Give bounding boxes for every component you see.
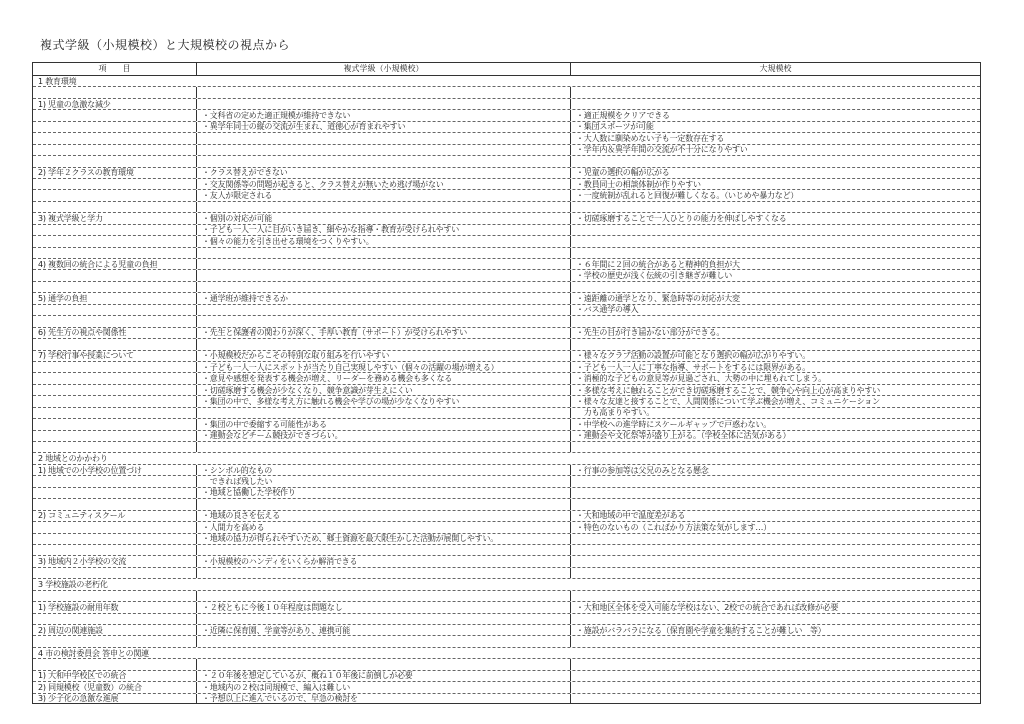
table-row — [33, 248, 980, 259]
small-school-cell: ・クラス替えができない — [197, 168, 571, 178]
table-row — [33, 282, 980, 293]
table-row — [33, 625, 980, 636]
small-school-cell — [197, 591, 571, 601]
item-cell — [33, 614, 197, 624]
small-school-cell — [197, 568, 571, 578]
large-school-cell: ・特色のないもの（こればかり方法策な気がします…） — [576, 522, 771, 532]
table-row — [33, 568, 980, 579]
item-cell: 2) コミュニティスクール — [33, 511, 197, 521]
large-school-cell — [571, 87, 980, 97]
small-school-cell: ・集団の中で、多様な考え方に触れる機会や学びの場が少なくなりやすい — [197, 396, 571, 406]
small-school-cell: ・地域と協働した学校作り — [197, 488, 571, 498]
item-cell — [33, 442, 197, 452]
item-cell — [33, 270, 197, 280]
small-school-cell — [197, 282, 571, 292]
table-row — [33, 522, 980, 533]
item-cell — [33, 396, 197, 406]
small-school-cell — [197, 339, 571, 349]
small-school-cell: ・通学班が維持できるか — [197, 293, 571, 303]
table-row — [33, 99, 980, 110]
table-row — [33, 168, 980, 179]
table-row — [33, 636, 980, 647]
table-row — [33, 328, 980, 339]
item-cell — [33, 591, 197, 601]
table-row — [33, 534, 980, 545]
large-school-cell — [571, 236, 980, 246]
section-heading: 4 市の検討委員会 答申との関連 — [38, 648, 149, 658]
item-cell — [33, 522, 197, 532]
large-school-cell: ・遠距離の通学となり、緊急時等の対応が大変 — [576, 294, 740, 304]
section-row — [33, 579, 980, 590]
small-school-cell — [197, 87, 571, 97]
large-school-cell: ・児童の選択の幅が広がる — [576, 168, 670, 178]
small-school-cell: ・シンボル的なもの — [197, 465, 571, 475]
large-school-cell — [571, 534, 980, 544]
large-school-cell: ・教員同士の相談体制が作りやすい — [576, 179, 701, 189]
large-school-cell: ・６年間に２回の統合があると精神的負担が大 — [576, 259, 740, 269]
item-cell: 2) 周辺の関連施設 — [33, 625, 197, 635]
large-school-cell: ・多様な考えに触れることができ切磋琢磨することで、競争心や向上心が高まりやすい — [576, 385, 881, 395]
small-school-cell: ・異学年同士の縦の交流が生まれ、道徳心が育まれやすい — [197, 122, 571, 132]
item-cell: 7) 学校行事や授業について — [33, 351, 197, 361]
large-school-cell: ・消極的な子どもの意見等が見過ごされ、大勢の中に埋もれてしまう。 — [576, 374, 827, 384]
small-school-cell — [197, 442, 571, 452]
item-cell — [33, 145, 197, 155]
large-school-cell — [571, 659, 980, 669]
large-school-cell: ・様々なクラブ活動の設置が可能となり選択の幅が広がりやすい。 — [576, 351, 810, 361]
item-cell — [33, 202, 197, 212]
large-school-cell — [571, 156, 980, 166]
large-school-cell: ・学年内＆異学年間の交流が不十分になりやすい — [576, 145, 748, 155]
table-row — [33, 270, 980, 281]
item-cell: 1) 児童の急激な減少 — [33, 99, 197, 109]
header-item: 項 目 — [33, 63, 197, 75]
large-school-cell: ・運動会や文化祭等が盛り上がる。（学校全体に活気がある） — [576, 431, 791, 441]
item-cell — [33, 385, 197, 395]
small-school-cell: ・予想以上に進んでいるので、早急の検討を — [197, 694, 571, 704]
small-school-cell: ・運動会などチーム競技ができづらい。 — [197, 431, 571, 441]
small-school-cell: ・人間力を高める — [197, 522, 571, 532]
large-school-cell — [571, 99, 980, 109]
table-row — [33, 591, 980, 602]
table-row — [33, 488, 980, 499]
item-cell — [33, 190, 197, 200]
small-school-cell — [197, 614, 571, 624]
large-school-cell — [571, 614, 980, 624]
large-school-cell: ・子ども一人一人に丁寧な指導、サポートをするには限界がある。 — [576, 362, 810, 372]
large-school-cell — [571, 442, 980, 452]
item-cell: 4) 複数回の統合による児童の負担 — [33, 259, 197, 269]
small-school-cell: ・小規模校のハンディをいくらか解消できる — [197, 556, 571, 566]
large-school-cell — [571, 202, 980, 212]
table-row — [33, 133, 980, 144]
large-school-cell: ・先生の目が行き届かない部分ができる。 — [576, 328, 725, 338]
small-school-cell — [197, 659, 571, 669]
large-school-cell — [571, 682, 980, 692]
small-school-cell: ・子ども一人一人にスポットが当たり自己実現しやすい（個々の活躍の場が増える） — [197, 362, 571, 372]
section-row — [33, 648, 980, 659]
header-large-school: 大規模校 — [759, 64, 792, 73]
item-cell — [33, 659, 197, 669]
item-cell — [33, 282, 197, 292]
small-school-cell: ・先生と保護者の関わりが深く、手厚い教育（サポート）が受けられやすい — [197, 328, 571, 338]
table-row — [33, 602, 980, 613]
table-row — [33, 545, 980, 556]
large-school-cell — [571, 499, 980, 509]
small-school-cell: できれば残したい — [197, 476, 571, 486]
item-cell — [33, 122, 197, 132]
item-cell — [33, 568, 197, 578]
item-cell — [33, 488, 197, 498]
item-cell — [33, 110, 197, 120]
item-cell — [33, 133, 197, 143]
small-school-cell: ・個別の対応が可能 — [197, 213, 571, 223]
large-school-cell — [571, 316, 980, 326]
section-row — [33, 453, 980, 464]
small-school-cell: ・地域の協力が得られやすいため、郷土資源を最大限生かした活動が展開しやすい。 — [197, 534, 571, 544]
large-school-cell — [571, 282, 980, 292]
item-cell: 5) 通学の負担 — [33, 293, 197, 303]
item-cell — [33, 419, 197, 429]
item-cell — [33, 305, 197, 315]
table-row — [33, 614, 980, 625]
table-row — [33, 431, 980, 442]
item-cell: 1) 大和中学校区での統合 — [33, 671, 197, 681]
large-school-cell — [571, 488, 980, 498]
table-header — [33, 63, 980, 76]
small-school-cell — [197, 156, 571, 166]
small-school-cell — [197, 145, 571, 155]
table-row — [33, 465, 980, 476]
table-row — [33, 476, 980, 487]
item-cell: 2) 同規模校（児童数）の統合 — [33, 682, 197, 692]
header-small-school: 複式学級（小規模校） — [197, 63, 571, 75]
small-school-cell: ・個々の能力を引き出せる環境をつくりやすい。 — [197, 236, 571, 246]
item-cell — [33, 408, 197, 418]
small-school-cell — [197, 305, 571, 315]
small-school-cell — [197, 499, 571, 509]
small-school-cell: ・小規模校だからこその特別な取り組みを行いやすい — [197, 351, 571, 361]
small-school-cell: ・集団の中で委縮する可能性がある — [197, 419, 571, 429]
item-cell — [33, 636, 197, 646]
item-cell: 3) 少子化の急激な進展 — [33, 694, 197, 704]
small-school-cell — [197, 545, 571, 555]
large-school-cell: ・中学校への進学時にスケールギャップで戸惑わない。 — [576, 419, 772, 429]
table-row — [33, 316, 980, 327]
table-row — [33, 659, 980, 670]
large-school-cell: 力も高まりやすい。 — [576, 408, 654, 418]
item-cell — [33, 339, 197, 349]
small-school-cell — [197, 270, 571, 280]
small-school-cell: ・切磋琢磨する機会が少なくなり、競争意識が芽生えにくい — [197, 385, 571, 395]
table-row — [33, 351, 980, 362]
large-school-cell: ・バス通学の導入 — [576, 305, 639, 315]
item-cell: 3) 地域内２小学校の交流 — [33, 556, 197, 566]
table-row — [33, 122, 980, 133]
table-row — [33, 682, 980, 693]
small-school-cell — [197, 99, 571, 109]
table-row — [33, 362, 980, 373]
table-row — [33, 202, 980, 213]
large-school-cell — [571, 545, 980, 555]
large-school-cell: ・様々な友達と接することで、人間関係について学ぶ機会が増え、コミュニケーション — [576, 396, 880, 406]
small-school-cell — [197, 133, 571, 143]
section-heading: 2 地域とのかかわり — [38, 454, 108, 464]
document-title: 複式学級（小規模校）と大規模校の視点から — [40, 38, 291, 52]
large-school-cell: ・集団スポーツが可能 — [576, 122, 654, 132]
small-school-cell — [197, 259, 571, 269]
large-school-cell: ・行事の参加等は父兄のみとなる懸念 — [576, 465, 709, 475]
small-school-cell: ・２校ともに今後１０年程度は問題なし — [197, 602, 571, 612]
section-heading: 1 教育環境 — [38, 76, 77, 86]
large-school-cell: ・施設がバラバラになる（保育園や学童を集約することが難しい 等） — [576, 625, 826, 635]
large-school-cell: ・切磋琢磨することで一人ひとりの能力を伸ばしやすくなる — [576, 213, 787, 223]
small-school-cell: ・子ども一人一人に目がいき届き、細やかな指導・教育が受けられやすい — [197, 225, 571, 235]
large-school-cell — [571, 591, 980, 601]
table-row — [33, 110, 980, 121]
table-row — [33, 408, 980, 419]
table-row — [33, 671, 980, 682]
table-row — [33, 259, 980, 270]
large-school-cell: ・大和地域の中で温度差がある — [576, 511, 686, 521]
section-row — [33, 76, 980, 87]
small-school-cell: ・交友関係等の問題が起きると、クラス替えが無いため逃げ場がない — [197, 179, 571, 189]
item-cell — [33, 156, 197, 166]
item-cell — [33, 362, 197, 372]
small-school-cell — [197, 202, 571, 212]
table-row — [33, 694, 980, 704]
table-row — [33, 179, 980, 190]
small-school-cell: ・地域内の２校は同規模で、編入は難しい — [197, 682, 571, 692]
large-school-cell: ・学校の歴史が浅く伝統の引き継ぎが難しい — [576, 271, 732, 281]
item-cell: 1) 学校施設の耐用年数 — [33, 602, 197, 612]
large-school-cell: ・大和地区全体を受入可能な学校はない、2校での統合であれば改修が必要 — [576, 602, 839, 612]
item-cell — [33, 373, 197, 383]
small-school-cell — [197, 316, 571, 326]
item-cell — [33, 476, 197, 486]
item-cell: 1) 地域での小学校の位置づけ — [33, 465, 197, 475]
table-row — [33, 156, 980, 167]
table-row — [33, 87, 980, 98]
item-cell — [33, 236, 197, 246]
table-row — [33, 442, 980, 453]
item-cell — [33, 499, 197, 509]
small-school-cell: ・２０年後を想定しているが、概ね１０年後に前倒しが必要 — [197, 671, 571, 681]
item-cell: 6) 先生方の視点や関係性 — [33, 328, 197, 338]
table-row — [33, 499, 980, 510]
table-row — [33, 305, 980, 316]
large-school-cell — [571, 671, 980, 681]
table-row — [33, 225, 980, 236]
table-row — [33, 293, 980, 304]
small-school-cell: ・意見や感想を発表する機会が増え、リーダーを務める機会も多くなる — [197, 373, 571, 383]
large-school-cell — [571, 339, 980, 349]
section-heading: 3 学校施設の老朽化 — [38, 579, 108, 589]
small-school-cell — [197, 408, 571, 418]
item-cell — [33, 534, 197, 544]
large-school-cell — [571, 225, 980, 235]
small-school-cell: ・近隣に保育園、学童等があり、連携可能 — [197, 625, 571, 635]
large-school-cell — [571, 476, 980, 486]
item-cell — [33, 316, 197, 326]
item-cell: 3) 複式学級と学力 — [33, 213, 197, 223]
table-row — [33, 339, 980, 350]
item-cell — [33, 87, 197, 97]
table-body — [33, 76, 980, 704]
table-row — [33, 385, 980, 396]
large-school-cell — [571, 694, 980, 704]
table-row — [33, 419, 980, 430]
item-cell: 2) 学年２クラスの教育環境 — [33, 168, 197, 178]
table-row — [33, 145, 980, 156]
table-row — [33, 190, 980, 201]
large-school-cell — [571, 636, 980, 646]
table-row — [33, 213, 980, 224]
large-school-cell: ・一度統制が乱れると回復が難しくなる。（いじめや暴力など） — [576, 191, 799, 201]
table-row — [33, 556, 980, 567]
small-school-cell — [197, 248, 571, 258]
item-cell — [33, 545, 197, 555]
large-school-cell — [571, 248, 980, 258]
comparison-table — [32, 62, 981, 704]
large-school-cell: ・適正規模をクリアできる — [576, 111, 670, 121]
item-cell — [33, 431, 197, 441]
table-row — [33, 373, 980, 384]
large-school-cell: ・大人数に馴染めない子も一定数存在する — [576, 133, 725, 143]
small-school-cell: ・地域の良さを伝える — [197, 511, 571, 521]
item-cell — [33, 248, 197, 258]
table-row — [33, 511, 980, 522]
table-row — [33, 236, 980, 247]
small-school-cell: ・友人が限定される — [197, 190, 571, 200]
large-school-cell — [571, 556, 980, 566]
small-school-cell — [197, 636, 571, 646]
large-school-cell — [571, 568, 980, 578]
table-row — [33, 396, 980, 407]
item-cell — [33, 225, 197, 235]
small-school-cell: ・文科省の定めた適正規模が維持できない — [197, 110, 571, 120]
item-cell — [33, 179, 197, 189]
